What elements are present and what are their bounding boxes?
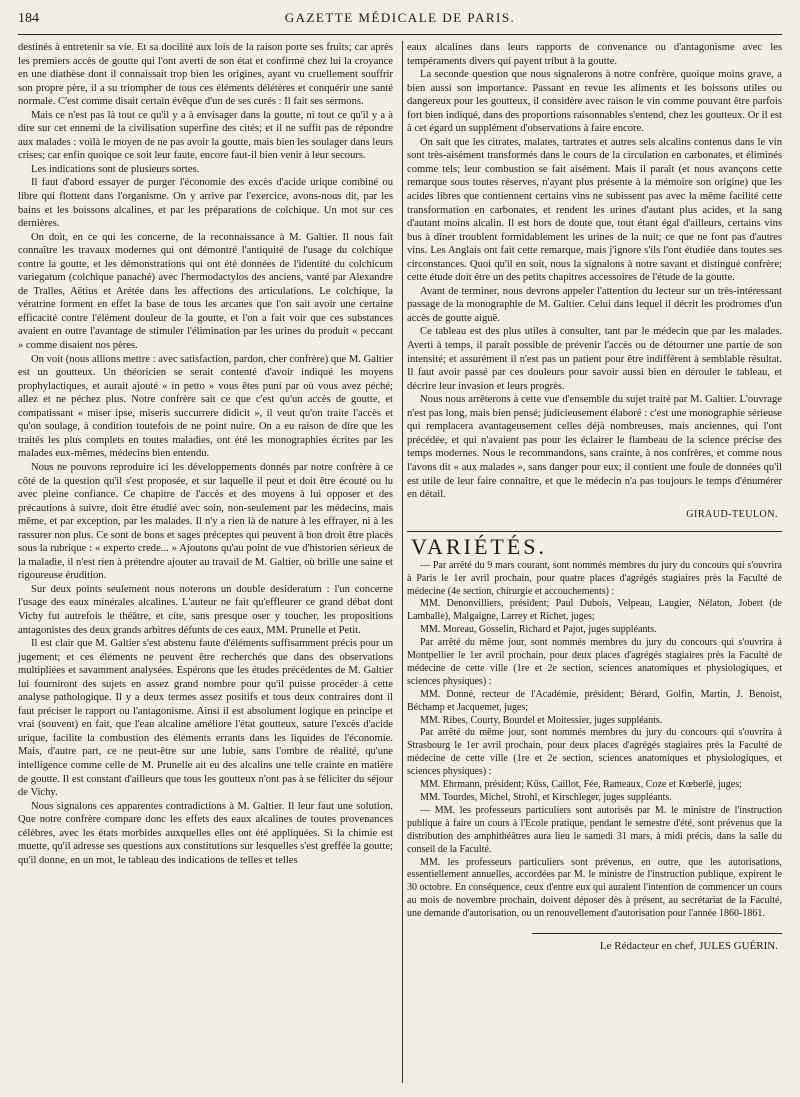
paragraph: Nous nous arrêterons à cette vue d'ensemble du sujet traité par M. Galtier. L'ouvrage n'est pas long, mais bien pensé; judicieusement élaboré : c'est une monographie sérieuse qui remplacera avantageusement celles déjà nombreuses, mais anciennes, qui l'ont précédée, et qui n'avaient pas pour les éclairer le flambeau de la science précise des temps modernes. Nous le recommandons, sans crainte, à nos confrères, et comme nous l'avons dit « aux malades », sans danger pour eux; il contient une foule de données qu'il est utile de leur faire connaître, et que le médecin n'a pas toujours le temps d'énumérer en détail.	[407, 394, 782, 501]
text-columns	[18, 41, 782, 1091]
varietes-paragraph: MM. Ribes, Courty, Bourdel et Moitessier, juges suppléants.	[420, 714, 663, 726]
varietes-section	[407, 560, 782, 921]
varietes-paragraph: MM. Denonvilliers, président; Paul Dubois, Velpeau, Laugier, Nélaton, Jobert (de Lamballe), Malgaigne, Larrey et Richet, juges;	[407, 598, 782, 623]
paragraph: Mais ce n'est pas là tout ce qu'il y a à envisager dans la goutte, ni tout ce qu'il y a à dire sur cet ennemi de la civilisation superfine des cités; et il ne suffit pas de répondre aux malades : voilà le moyen de ne pas avoir la goutte, mais bien les soulager dans leurs crises; car enfin quoique ce soit leur faute, encore faut-il bien venir à leur secours.	[18, 109, 393, 162]
paragraph: On doit, en ce qui les concerne, de la reconnaissance à M. Galtier. Il nous fait connaître les travaux modernes qui ont démontré l'antiquité de l'usage du colchique contre la goutte, et les démonstrations qui ont été données de l'identité du colchicum variegatum (colchique panaché) avec l'hermodactylos des anciens, vanté par Alexandre de Tralles, Aëtius et Arétée dans les affections des articulations. Le colchique, la vératrine forment en effet la base de tous les arcanes que l'on sait avoir une certaine efficacité contre l'élément douleur de la goutte, et l'on a fait voir que ces substances avaient en outre l'avantage de stimuler l'élimination par les urines du produit « peccant » comme disaient nos pères.	[18, 231, 393, 352]
varietes-paragraph: Par arrêté du même jour, sont nommés membres du jury du concours qui s'ouvrira à Montpellier le 1er avril prochain, pour deux places d'agrégés stagiaires près la Faculté de médecine de cette ville (1re et 2e section, sciences anatomiques et physiologiques, et sciences physiques) :	[407, 637, 782, 687]
paragraph: Il faut d'abord essayer de purger l'économie des excès d'acide urique combiné ou libre qui flottent dans l'organisme. On y arrive par l'exercice, avons-nous dit, par les bains et les boissons alcalines, et par les préparations de colchique. Un mot sur ces dernières.	[18, 177, 393, 230]
paragraph: La seconde question que nous signalerons à notre confrère, quoique moins grave, a bien aussi son importance. Passant en revue les aliments et les boissons utiles ou dangereux pour les goutteux, il considère avec raison le vin comme pouvant être parfois fort bien indiqué, dans des proportions raisonnables s'entend, chez les goutteux. Or il est à cet égard un supplément d'observations à faire encore.	[407, 69, 782, 135]
section-divider	[407, 531, 782, 532]
running-title: GAZETTE MÉDICALE DE PARIS.	[284, 10, 516, 25]
paragraph: On sait que les citrates, malates, tartrates et autres sels alcalins contenus dans le vin sont très-aisément transformés dans le cours de la circulation en carbonates, et éliminés comme tels; leur combustion se fait aisément. Mais il paraît (et nous avançons cette remarque sous toutes réserves, n'ayant plus présente à la mémoire son origine) que les acides libres que contiennent certains vins ne subissent pas avec la même facilité cette transformation en carbonates, et rendent les urines d'autant plus acides, et la sang d'autant moins alcalin. Il est hors de doute que, tout étant égal d'ailleurs, certains vins bus à dîner troublent formidablement les urines de la nuit; ce que ne font pas d'autres vins. Les Anglais ont fait cette remarque, mais j'ignore s'ils l'ont étudiée dans toutes ses circonstances. Quoi qu'il en soit, nous la signalons à notre savant et distingué confrère; cette étude doit être un des petits chapitres accessoires de l'étude de la goutte.	[407, 136, 782, 284]
varietes-paragraph: Par arrêté du même jour, sont nommés membres du jury du concours qui s'ouvrira à Strasbourg le 1er avril prochain, pour deux places d'agrégés stagiaires près la Faculté de médecine de cette ville (1re et 2e section, sciences anatomiques et physiologiques, et sciences physiques) :	[407, 727, 782, 778]
editor-line: Le Rédacteur en chef, JULES GUÉRIN.	[599, 940, 778, 953]
editor-divider	[532, 933, 782, 934]
varietes-paragraph: MM. Donné, recteur de l'Académie, président; Bérard, Golfin, Martin, J. Benoist, Béchamp et Jacquemet, juges;	[407, 688, 782, 713]
varietes-paragraph: MM. Moreau, Gosselin, Richard et Pajot, juges suppléants.	[420, 624, 657, 636]
varietes-paragraph: — MM. les professeurs particuliers sont autorisés par M. le ministre de l'instruction publique à faire un cours à l'Ecole pratique, pendant le semestre d'été, sont prévenus que la distribution des amphithéâtres aura lieu le samedi 31 mars, à midi précis, dans la salle du conseil de la Faculté.	[407, 804, 782, 855]
paragraph: Les indications sont de plusieurs sortes.	[31, 163, 200, 175]
paragraph: destinés à entretenir sa vie. Et sa docilité aux lois de la raison porte ses fruits; car après les premiers accès de goutte qui l'ont averti de son état et confirmé chez lui la croyance en une diathèse dont il connaissait trop bien les origines, ayant vu cruellement souffrir son propre père, il a su triompher de tous ces éléments délétères et conquérir une santé normale. C'est comme disait certain évêque d'un de ses curés : Il fait ses sermons.	[18, 42, 393, 108]
paragraph: On voit (nous allions mettre : avec satisfaction, pardon, cher confrère) que M. Galtier est un goutteux. Un théoricien se serait contenté d'avoir indiqué les moyens prophylactiques, et aurait ajouté « in petto » vous êtes puni par où vous avez péché; allez et ne péchez plus. Notre confrère sait ce que c'est qu'un accès de goutte, et compatissant « miser ipse, miseris succurrere didicit », il veut qu'on traite l'accès et qu'on soulage, à condition toutefois de ne point nuire. On a eu raison de dire que les traités les plus complets en toutes maladies, ont été les monographies écrites par les malades eux-mêmes, médecins bien entendu.	[18, 353, 393, 460]
varietes-paragraph: MM. Ehrmann, président; Küss, Caillot, Fée, Rameaux, Coze et Kœberlé, juges;	[420, 779, 742, 791]
author-signature: GIRAUD-TEULON.	[686, 508, 778, 520]
paragraph: Nous ne pouvons reproduire ici les développements donnés par notre confrère à ce côté de la question qu'il s'est proposée, et sur laquelle il peut et doit être écouté ou lu avec pleine confiance. Ce chapitre de l'accès et des moyens à lui opposer et des précautions à suivre, doit être étudié avec soin, non-seulement par les médecins, mais même, et par exception, par les malades. Il n'y a rien là de nature à les effrayer, ni à les rassurer non plus. Ce sont de bons et sages préceptes qui peuvent à bon droit être placés sous la rubrique : « experto crede... » Ajoutons qu'au point de vue d'historien sérieux de la maladie, il n'est rien à prétendre ajouter au travail de M. Galtier, où brille une saine et rigoureuse érudition.	[18, 461, 393, 582]
page-number: 184	[18, 11, 39, 26]
section-title: VARIÉTÉS.	[411, 534, 547, 560]
varietes-paragraph: MM. Tourdes, Michel, Strohl, et Kirschleger, juges suppléants.	[420, 792, 672, 803]
paragraph: Nous signalons ces apparentes contradictions à M. Galtier. Il leur faut une solution. Que notre confrère compare donc les effets des eaux alcalines de toutes provenances célèbres, avec les états morbides auxquelles elles ont été appliquées. Si la chimie est muette, qu'il adresse ses questions aux constitutions sur lesquelles s'est greffée la goutte; qu'il donne, en un mot, le tableau des indications de telles et telles	[18, 800, 393, 866]
varietes-paragraph: MM. les professeurs particuliers sont prévenus, en outre, que les autorisations, essentiellement annuelles, accordées par M. le ministre de l'instruction publique, expirent le 30 octobre. En conséquence, ceux d'entre eux qui auraient l'intention de commencer un cours au mois de novembre prochain, doivent déposer dès à présent, au secrétariat de la Faculté, une demande d'autorisation, ou un renouvellement d'autorisation pour l'année 1860-1861.	[407, 856, 782, 920]
paragraph: eaux alcalines dans leurs rapports de convenance ou d'antagonisme avec les tempéraments divers qui payent tribut à la goutte.	[407, 42, 782, 67]
right-column	[407, 41, 782, 1091]
page-header	[18, 10, 782, 35]
paragraph: Il est clair que M. Galtier s'est abstenu faute d'éléments suffisamment précis pour un jugement; et ces éléments ne peuvent être recherchés que dans des observations multipliées et savamment analysées. Espérons que les études précédentes de M. Galtier lui fourniront des sujets en assez grand nombre pour qu'il puisse procéder à cette analyse pathologique. Il y a deux termes assez positifs et tous deux contraires dont il faut préciser le rapport ou l'antagonisme. Ainsi il est absolument logique en principe et vrai (souvent) en fait, que l'eau alcaline améliore l'état goutteux, sature l'excès d'acide urique, facilite la combustion des éléments errants dans les liquides de l'économie. Mais, d'autre part, ce ne peut-être sur une lubie, sans l'ombre de réalité, qu'une intelligence comme celle de M. Prunelle ait eu des alcalins une telle crainte en matière de goutte. Il est constant d'ailleurs que tous les goutteux n'ont pas à se féliciter du séjour de Vichy.	[18, 638, 393, 799]
paragraph: Avant de terminer, nous devrons appeler l'attention du lecteur sur un très-intéressant passage de la monographie de M. Galtier. Celui dans lequel il décrit les prodromes d'un accès de goutte aiguë.	[407, 285, 782, 324]
left-column	[18, 41, 393, 1091]
varietes-paragraph: — Par arrêté du 9 mars courant, sont nommés membres du jury du concours qui s'ouvrira à Paris le 1er avril prochain, pour quatre places d'agrégés stagiaires près la Faculté de médecine (4e section, chirurgie et accouchements) :	[407, 559, 782, 597]
paragraph: Ce tableau est des plus utiles à consulter, tant par le médecin que par les malades. Averti à temps, il paraît possible de prévenir l'accès ou de détourner une partie de son intensité; et assurément il n'est pas un patient pour être indifférent à semblable résultat. Il faut avoir passé par ces douleurs pour savoir aussi bien en dérouler le tableau, et décrire leur invasion et leurs progrès.	[407, 326, 782, 392]
paragraph: Sur deux points seulement nous noterons un double desideratum : l'un concerne l'usage des eaux minérales alcalines. L'auteur ne fait qu'effleurer ce grand débat dont Vichy fut autrefois le théâtre, et cite, sans presque oser y toucher, les propositions antagonistes des deux grands arbitres défunts de ces eaux, MM. Prunelle et Petit.	[18, 583, 393, 636]
